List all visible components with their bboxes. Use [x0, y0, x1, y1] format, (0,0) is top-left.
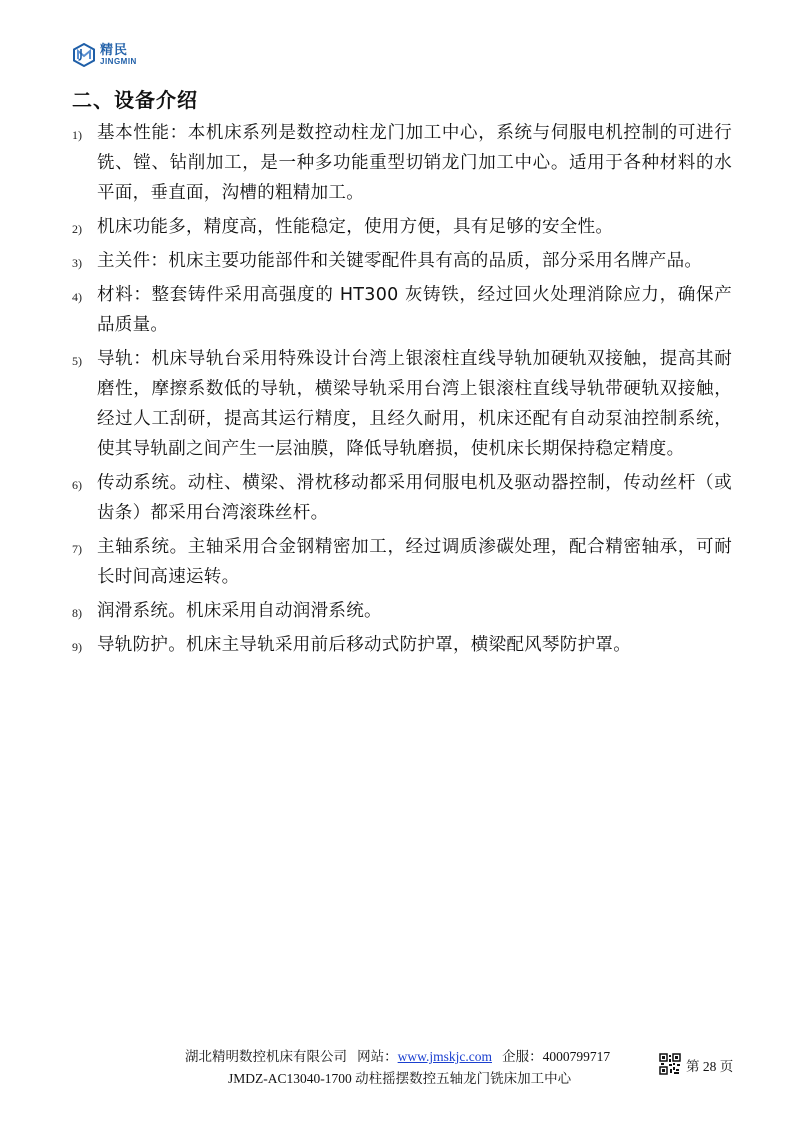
section-title: 二、设备介绍 [72, 88, 198, 112]
item-text: 导轨：机床导轨台采用特殊设计台湾上银滚柱直线导轨加硬轨双接触，提高其耐磨性，摩擦系数低的导轨，横梁导轨采用台湾上银滚柱直线导轨带硬轨双接触，经过人工刮研，提高其运行精度，且经久耐用，机床还配有自动泵油控制系统，使其导轨副之间产生一层油膜，降低导轨磨损，使机床长期保持稳定精度。 [97, 349, 732, 459]
list-item [72, 532, 732, 592]
list-item [72, 212, 732, 242]
item-number: 7) [72, 542, 82, 556]
item-number: 1) [72, 128, 82, 142]
item-number: 2) [72, 222, 82, 236]
footer-site-label: 网站： [357, 1049, 398, 1064]
item-text: 润滑系统。机床采用自动润滑系统。 [97, 601, 382, 621]
item-text: 传动系统。动柱、横梁、滑枕移动都采用伺服电机及驱动器控制，传动丝杆（或齿条）都采用台湾滚珠丝杆。 [97, 473, 732, 523]
item-text: 基本性能：本机床系列是数控动柱龙门加工中心，系统与伺服电机控制的可进行铣、镗、钻削加工，是一种多功能重型切销龙门加工中心。适用于各种材料的水平面，垂直面，沟槽的粗精加工。 [97, 123, 732, 203]
footer-contact-line [185, 1045, 610, 1065]
list-item [72, 280, 732, 340]
list-item [72, 630, 732, 660]
item-number: 6) [72, 478, 82, 492]
qr-code-icon [659, 1053, 681, 1075]
item-text: 机床功能多，精度高，性能稳定，使用方便，具有足够的安全性。 [97, 217, 614, 237]
logo-chinese-name: 精民 [100, 43, 129, 58]
list-item [72, 344, 732, 464]
footer-company: 湖北精明数控机床有限公司 [185, 1049, 347, 1064]
feature-list [72, 118, 732, 664]
footer-service-label: 企服： [502, 1049, 543, 1064]
page-number: 第 28 页 [686, 1059, 734, 1074]
list-item [72, 246, 732, 276]
list-item [72, 468, 732, 528]
list-item [72, 596, 732, 626]
logo-english-name: JINGMIN [100, 57, 137, 66]
item-text: 材料：整套铸件采用高强度的 HT300 灰铸铁，经过回火处理消除应力，确保产品质量。 [97, 285, 732, 335]
list-item [72, 118, 732, 208]
footer-model-line: JMDZ-AC13040-1700 动柱摇摆数控五轴龙门铣床加工中心 [228, 1071, 572, 1086]
jingmin-logo-icon [72, 43, 96, 67]
item-text: 主关件：机床主要功能部件和关键零配件具有高的品质，部分采用名牌产品。 [97, 251, 703, 271]
item-text: 主轴系统。主轴采用合金钢精密加工，经过调质渗碳处理，配合精密轴承，可耐长时间高速运转。 [97, 537, 732, 587]
company-logo [72, 40, 137, 70]
footer-service-phone: 4000799717 [542, 1049, 611, 1064]
item-number: 3) [72, 256, 82, 270]
item-number: 9) [72, 640, 82, 654]
item-number: 4) [72, 290, 82, 304]
item-number: 5) [72, 354, 82, 368]
item-text: 导轨防护。机床主导轨采用前后移动式防护罩，横梁配风琴防护罩。 [97, 635, 631, 655]
item-number: 8) [72, 606, 82, 620]
website-link[interactable]: www.jmskjc.com [397, 1049, 492, 1064]
